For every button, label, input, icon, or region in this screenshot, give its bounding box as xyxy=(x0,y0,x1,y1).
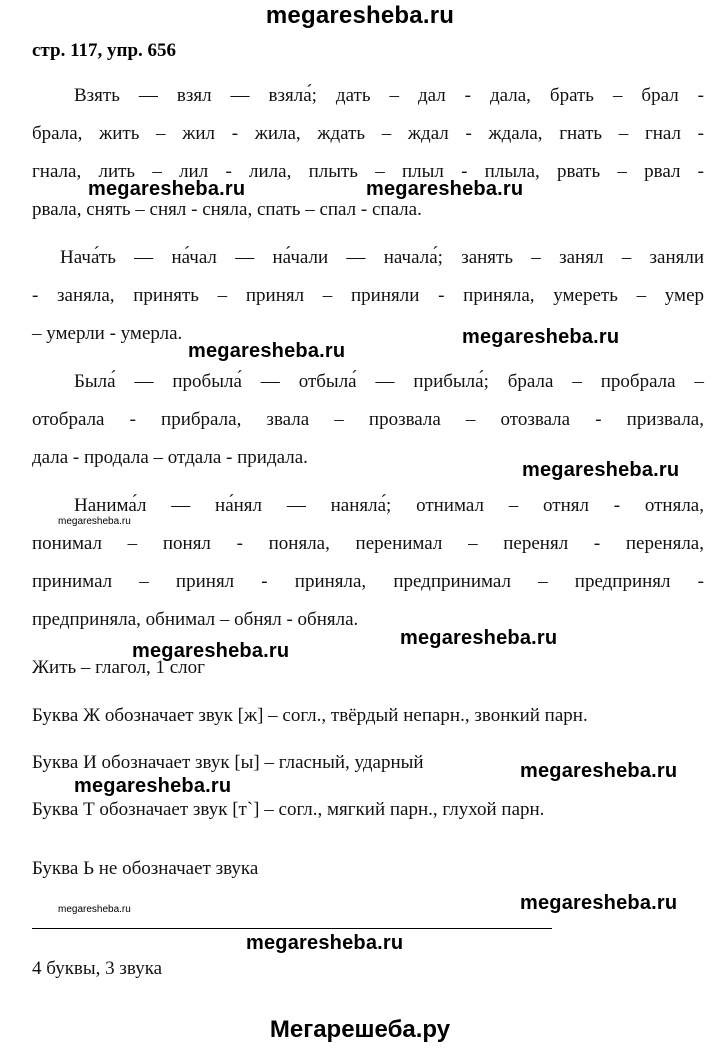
paragraph-line: Взять — взял — взяла́; дать – дал - дала, брать – брал - xyxy=(74,85,704,106)
header-watermark: megaresheba.ru xyxy=(265,2,455,29)
watermark-small: megaresheba.ru xyxy=(58,904,131,915)
watermark: megaresheba.ru xyxy=(188,340,346,362)
watermark: megaresheba.ru xyxy=(88,178,246,200)
paragraph-line: понимал – понял - поняла, перенимал – перенял - переняла, xyxy=(32,533,704,554)
letter-t-analysis: Буква Т обозначает звук [т`] – согл., мягкий парн., глухой парн. xyxy=(32,799,545,820)
watermark-small: megaresheba.ru xyxy=(58,516,131,527)
exercise-title: стр. 117, упр. 656 xyxy=(32,40,177,61)
paragraph-line: - заняла, принять – принял – приняли - приняла, умереть – умер xyxy=(32,285,704,306)
paragraph-line: отобрала - прибрала, звала – прозвала – отозвала - призвала, xyxy=(32,409,704,430)
paragraph-4 xyxy=(32,487,704,639)
paragraph-line: брала, жить – жил - жила, ждать – ждал - ждала, гнать – гнал - xyxy=(32,123,704,144)
watermark: megaresheba.ru xyxy=(74,775,232,797)
paragraph-line: дала - продала – отдала - придала. xyxy=(32,447,308,468)
paragraph-line: Нанима́л — на́нял — наняла́; отнимал – отнял - отняла, xyxy=(74,495,704,516)
paragraph-line: принимал – принял - приняла, предпринимал – предпринял - xyxy=(32,571,704,592)
footer-watermark: Мегарешеба.ру xyxy=(269,1016,451,1043)
paragraph-line: Была́ — пробыла́ — отбыла́ — прибыла́; брала – пробрала – xyxy=(74,371,704,392)
watermark: megaresheba.ru xyxy=(132,640,290,662)
paragraph-line: Нача́ть — на́чал — на́чали — начала́; занять – занял – заняли xyxy=(60,247,704,268)
watermark: megaresheba.ru xyxy=(522,459,680,481)
watermark: megaresheba.ru xyxy=(462,326,620,348)
watermark: megaresheba.ru xyxy=(520,760,678,782)
watermark: megaresheba.ru xyxy=(400,627,558,649)
letter-zh-analysis: Буква Ж обозначает звук [ж] – согл., твёрдый непарн., звонкий парн. xyxy=(32,705,588,726)
letter-i-analysis: Буква И обозначает звук [ы] – гласный, ударный xyxy=(32,752,424,773)
watermark: megaresheba.ru xyxy=(246,932,404,954)
summary-line: 4 буквы, 3 звука xyxy=(32,958,163,979)
word-analysis-line: Жить – глагол, 1 слог xyxy=(32,657,205,678)
letter-soft-sign-analysis: Буква Ь не обозначает звука xyxy=(32,858,259,879)
divider-line xyxy=(32,928,552,929)
paragraph-line: рвала, снять – снял - сняла, спать – спал - спала. xyxy=(32,199,422,220)
watermark: megaresheba.ru xyxy=(520,892,678,914)
watermark: megaresheba.ru xyxy=(366,178,524,200)
paragraph-line: гнала, лить – лил - лила, плыть – плыл - плыла, рвать – рвал - xyxy=(32,161,704,182)
paragraph-1 xyxy=(32,77,704,229)
paragraph-line: – умерли - умерла. xyxy=(32,323,183,344)
paragraph-line: предприняла, обнимал – обнял - обняла. xyxy=(32,609,359,630)
